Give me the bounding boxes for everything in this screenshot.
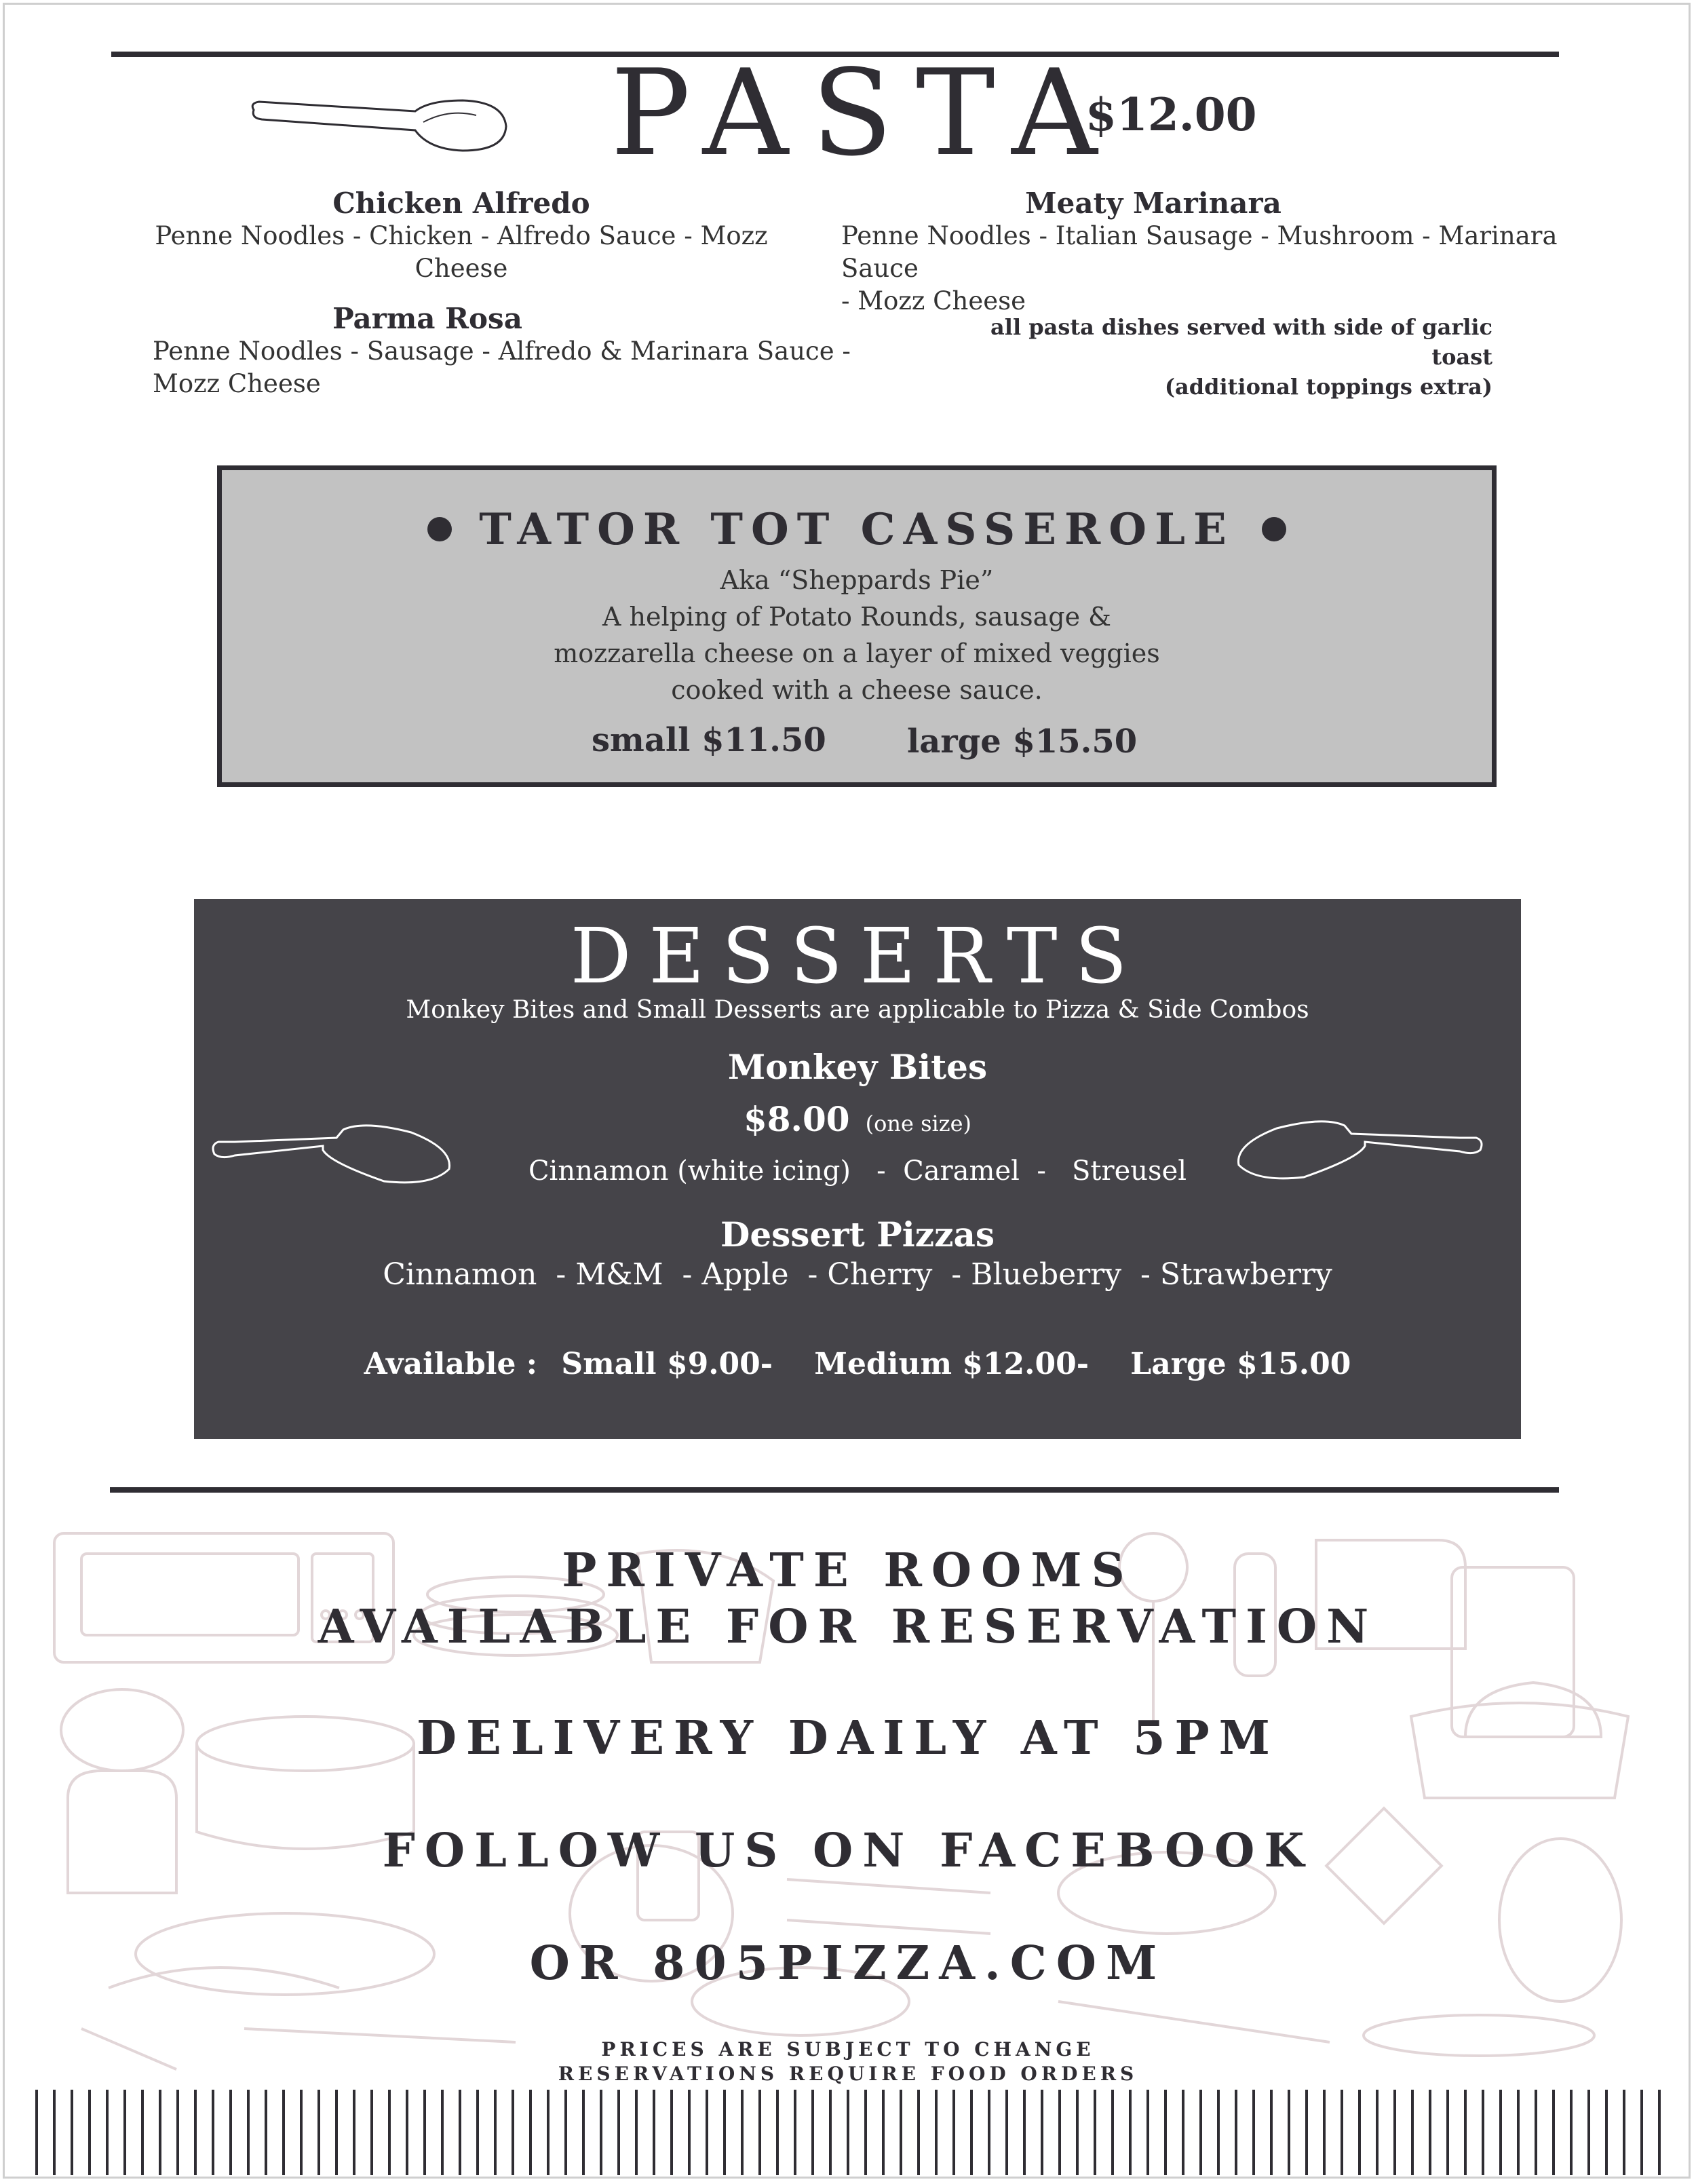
pasta-item-parma-rosa — [136, 302, 855, 400]
note-line-1: all pasta dishes served with side of garlic toast — [990, 314, 1492, 370]
pasta-note — [963, 312, 1492, 402]
pasta-title: PASTA — [611, 45, 1121, 183]
available-sizes: Small $9.00- Medium $12.00- Large $15.00 — [561, 1347, 1351, 1381]
private-rooms-line: PRIVATE ROOMS — [562, 1544, 1134, 1598]
tater-line: cooked with a cheese sauce. — [671, 675, 1043, 705]
pasta-price: $12.00 — [1085, 88, 1257, 141]
monkey-bites-flavors: Cinnamon (white icing) - Caramel - Streusel — [528, 1155, 1187, 1187]
tater-price-small: small $11.50 — [592, 721, 826, 759]
bullet-dot-right — [1262, 517, 1286, 541]
available-label: Available : — [364, 1347, 538, 1381]
tater-line: Aka “Sheppards Pie” — [720, 565, 994, 595]
note-line-2: (additional toppings extra) — [1164, 374, 1492, 400]
monkey-bites-title: Monkey Bites — [727, 1047, 988, 1087]
monkey-bites-price: $8.00 — [743, 1099, 850, 1139]
dessert-pizzas-title: Dessert Pizzas — [720, 1214, 995, 1254]
dessert-pizzas-flavors: Cinnamon - M&M - Apple - Cherry - Blueberry - Strawberry — [383, 1257, 1332, 1292]
pasta-item-meaty-marinara — [841, 187, 1560, 318]
pie-server-icon — [208, 1115, 459, 1189]
tater-title — [222, 504, 1492, 555]
website-line: OR 805PIZZA.COM — [529, 1936, 1167, 1991]
facebook-line: FOLLOW US ON FACEBOOK — [382, 1824, 1314, 1878]
item-name: Parma Rosa — [332, 302, 522, 335]
monkey-bites-size: (one size) — [865, 1111, 972, 1136]
fine-print-reservations: RESERVATIONS REQUIRE FOOD ORDERS — [558, 2063, 1138, 2085]
item-name: Chicken Alfredo — [332, 187, 590, 220]
desserts-title: DESSERTS — [570, 913, 1145, 1001]
decorative-stripes — [35, 2090, 1669, 2175]
dessert-pizzas-sizes — [194, 1347, 1521, 1381]
reservation-line: AVAILABLE FOR RESERVATION — [317, 1600, 1379, 1654]
fine-print-prices: PRICES ARE SUBJECT TO CHANGE — [601, 2038, 1095, 2061]
tater-line: mozzarella cheese on a layer of mixed veggies — [554, 638, 1160, 668]
desserts-box — [194, 899, 1521, 1439]
spoon-icon — [246, 95, 510, 156]
pasta-item-chicken-alfredo — [136, 187, 787, 285]
item-description: Penne Noodles - Sausage - Alfredo & Marinara Sauce - Mozz Cheese — [153, 337, 851, 398]
tater-price-large: large $15.50 — [907, 723, 1138, 761]
bullet-dot-left — [427, 517, 452, 541]
pie-server-icon — [1229, 1111, 1487, 1185]
bottom-rule — [110, 1487, 1559, 1493]
delivery-line: DELIVERY DAILY AT 5PM — [417, 1711, 1279, 1765]
tater-description — [222, 562, 1492, 708]
item-name: Meaty Marinara — [1025, 187, 1281, 220]
item-description-cont: - Mozz Cheese — [841, 286, 1026, 315]
tater-title-text: TATOR TOT CASSEROLE — [479, 504, 1235, 555]
tater-line: A helping of Potato Rounds, sausage & — [602, 602, 1111, 632]
item-description: Penne Noodles - Chicken - Alfredo Sauce - Mozz Cheese — [155, 221, 768, 283]
item-description: Penne Noodles - Italian Sausage - Mushroom - Marinara Sauce — [841, 221, 1558, 283]
desserts-subtitle: Monkey Bites and Small Desserts are applicable to Pizza & Side Combos — [406, 996, 1309, 1024]
tater-tot-box — [217, 465, 1497, 787]
